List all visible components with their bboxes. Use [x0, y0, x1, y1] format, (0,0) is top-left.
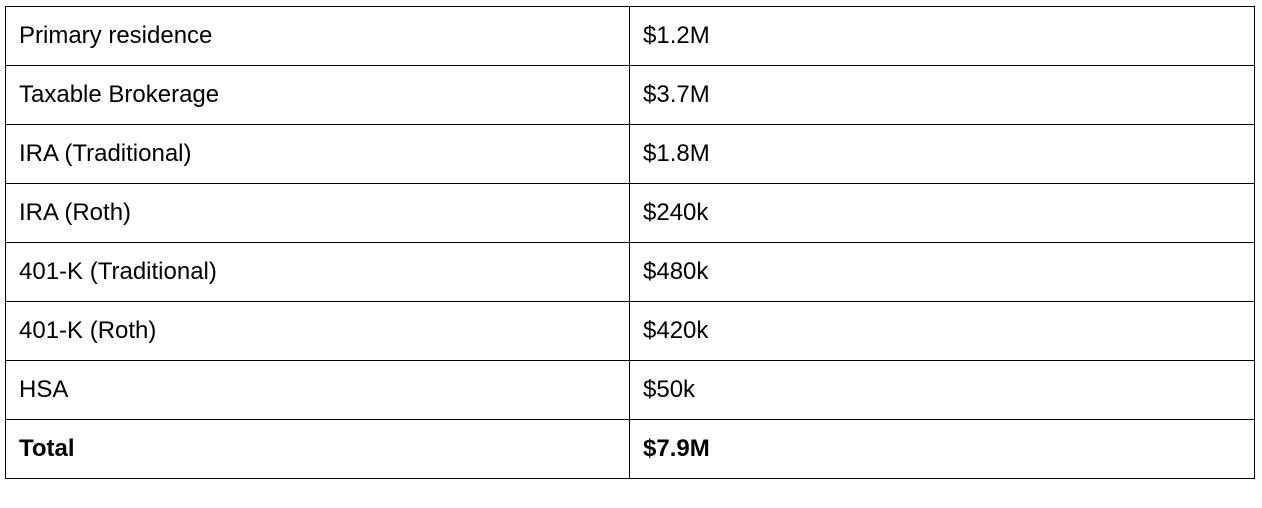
table-row — [6, 243, 1255, 302]
table-row — [6, 184, 1255, 243]
account-label-cell: IRA (Traditional) — [6, 125, 630, 184]
table-row — [6, 361, 1255, 420]
total-label-cell: Total — [6, 420, 630, 479]
account-value-cell: $1.8M — [630, 125, 1255, 184]
account-value-cell: $3.7M — [630, 66, 1255, 125]
account-label-cell: HSA — [6, 361, 630, 420]
total-value-cell: $7.9M — [630, 420, 1255, 479]
table-row — [6, 302, 1255, 361]
account-label-cell: 401-K (Roth) — [6, 302, 630, 361]
total-row — [6, 420, 1255, 479]
account-label-cell: Primary residence — [6, 7, 630, 66]
account-value-cell: $420k — [630, 302, 1255, 361]
account-label-cell: 401-K (Traditional) — [6, 243, 630, 302]
account-value-cell: $480k — [630, 243, 1255, 302]
assets-table-body — [6, 7, 1255, 479]
table-row — [6, 125, 1255, 184]
table-row — [6, 66, 1255, 125]
account-label-cell: IRA (Roth) — [6, 184, 630, 243]
account-value-cell: $240k — [630, 184, 1255, 243]
table-row — [6, 7, 1255, 66]
account-label-cell: Taxable Brokerage — [6, 66, 630, 125]
assets-table — [5, 6, 1255, 479]
account-value-cell: $50k — [630, 361, 1255, 420]
account-value-cell: $1.2M — [630, 7, 1255, 66]
